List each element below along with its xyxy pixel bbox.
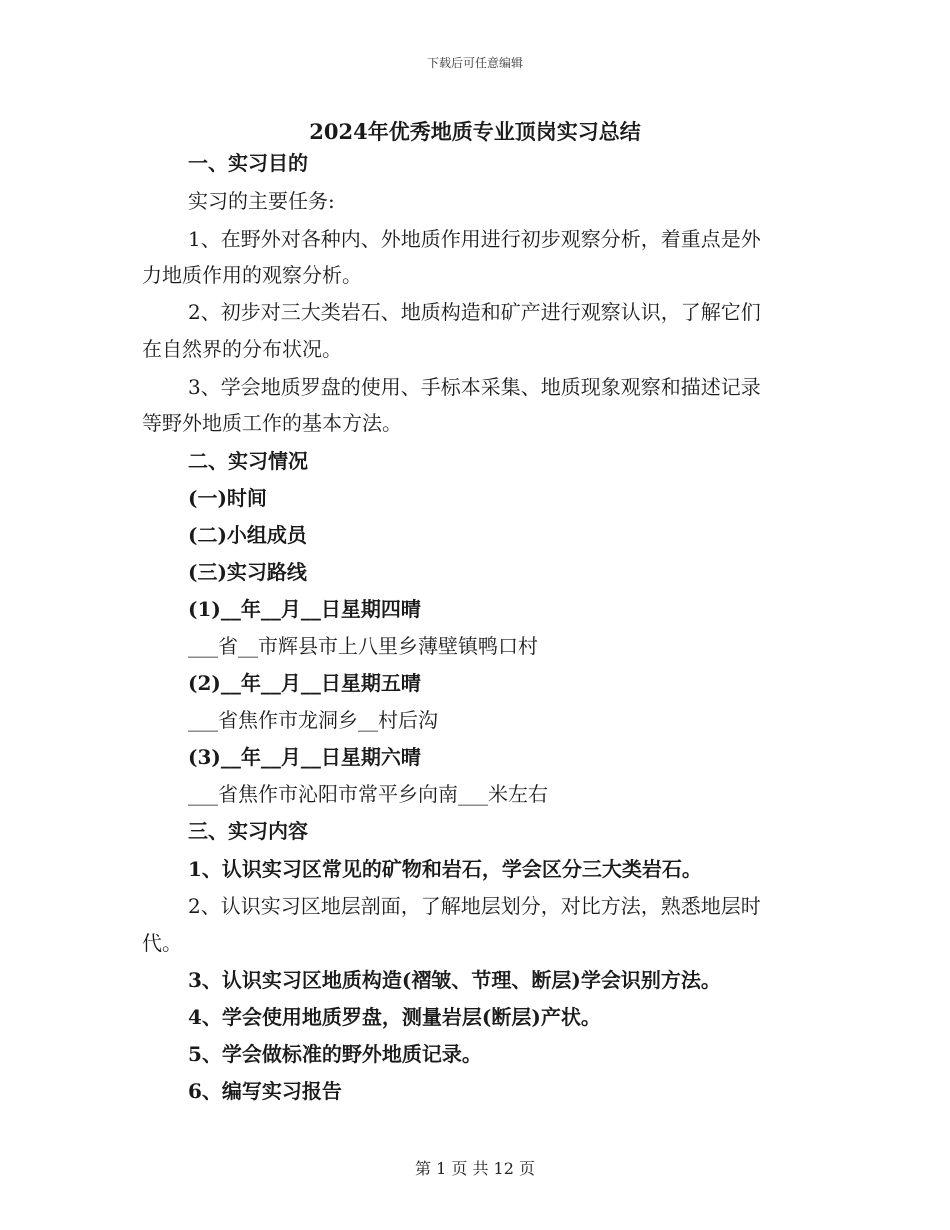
- route-location: ___省焦作市沁阳市常平乡向南___米左右: [188, 782, 548, 806]
- content-item: 2、认识实习区地层剖面，了解地层划分，对比方法，熟悉地层时: [188, 894, 761, 918]
- subsection-heading: (二)小组成员: [188, 523, 307, 547]
- content-item: 5、学会做标准的野外地质记录。: [188, 1042, 482, 1066]
- subsection-heading: (一)时间: [188, 486, 267, 510]
- document-title: 2024年优秀地质专业顶岗实习总结: [309, 119, 641, 144]
- route-date: (3)__年__月__日星期六晴: [188, 745, 421, 769]
- content-item: 3、认识实习区地质构造(褶皱、节理、断层)学会识别方法。: [188, 968, 721, 992]
- route-location: ___省__市辉县市上八里乡薄壁镇鸭口村: [188, 634, 538, 658]
- section-heading: 三、实习内容: [188, 819, 308, 843]
- content-item-continued: 代。: [142, 931, 182, 955]
- paragraph-line: 力地质作用的观察分析。: [142, 263, 362, 287]
- route-location: ___省焦作市龙洞乡__村后沟: [188, 708, 438, 732]
- content-item: 6、编写实习报告: [188, 1079, 342, 1103]
- page-footer: 第 1 页 共 12 页: [415, 1159, 535, 1178]
- section-heading: 一、实习目的: [188, 151, 308, 175]
- content-item: 4、学会使用地质罗盘，测量岩层(断层)产状。: [188, 1005, 601, 1029]
- paragraph-line: 1、在野外对各种内、外地质作用进行初步观察分析，着重点是外: [188, 227, 761, 251]
- paragraph-line: 2、初步对三大类岩石、地质构造和矿产进行观察认识，了解它们: [188, 300, 761, 324]
- paragraph-line: 在自然界的分布状况。: [142, 337, 342, 361]
- route-date: (2)__年__月__日星期五晴: [188, 671, 421, 695]
- paragraph-line: 实习的主要任务:: [188, 189, 335, 213]
- page-header: 下载后可任意编辑: [426, 56, 523, 70]
- content-item: 1、认识实习区常见的矿物和岩石，学会区分三大类岩石。: [188, 857, 702, 881]
- paragraph-line: 3、学会地质罗盘的使用、手标本采集、地质现象观察和描述记录: [188, 375, 761, 399]
- subsection-heading: (三)实习路线: [188, 560, 307, 584]
- paragraph-line: 等野外地质工作的基本方法。: [142, 411, 402, 435]
- route-date: (1)__年__月__日星期四晴: [188, 597, 421, 621]
- section-heading: 二、实习情况: [188, 449, 308, 473]
